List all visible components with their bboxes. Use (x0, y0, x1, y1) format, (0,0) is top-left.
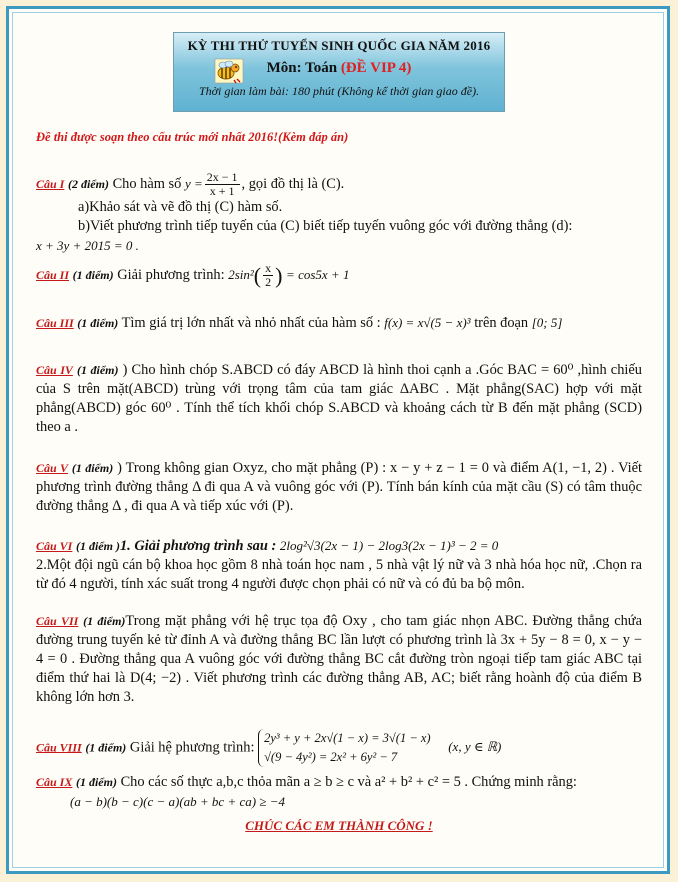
question-6: Câu VI (1 điểm )1. Giải phương trình sau : 2log²√3(2x − 1) − 2log3(2x − 1)³ − 2 = 0 2.Một đội ngũ cán bộ khoa học gồm 8 nhà toán học nam , 5 nhà vật lý nữ và 3 nhà hóa học nữ, .Chọn ra từ đó 4 người, tính xác suất trong 4 người được chọn phải có nữ và có đủ ba bộ môn. (36, 538, 642, 592)
part-a: a)Khảo sát và vẽ đồ thị (C) hàm số. (78, 199, 283, 215)
closing-message: CHÚC CÁC EM THÀNH CÔNG ! (245, 818, 433, 833)
exam-title: KỲ THI THỬ TUYỂN SINH QUỐC GIA NĂM 2016 (187, 38, 491, 53)
question-7: Câu VII (1 điểm)Trong mặt phẳng với hệ trục tọa độ Oxy , cho tam giác nhọn ABC. Đường thẳng chứa đường trung tuyến kẻ từ đỉnh A và đường thẳng BC lần lượt có phương trình là 3x + 5y − 8 = 0, x − y − 4 = 0 . Đường thẳng qua A vuông góc với đường thẳng BC cắt đường tròn ngoại tiếp tam giác ABC tại điểm thứ hai là D(4; −2) . Viết phương trình các đường thẳng AB, AC; biết rằng hoành độ của điểm B không lớn hơn 3. (36, 613, 642, 705)
question-label: Câu I (36, 176, 65, 191)
bee-mascot-icon (214, 58, 244, 84)
question-5: Câu V (1 điểm) ) Trong không gian Oxyz, cho mặt phẳng (P) : x − y + z − 1 = 0 và điểm A(1, −1, 2) . Viết phương trình đường thẳng Δ đi qua A và vuông góc với (P). Tính bán kính của mặt cầu (S) có tâm thuộc đường thẳng Δ , đi qua A và tiếp xúc với (P). (36, 460, 642, 514)
question-3: Câu III (1 điểm) Tìm giá trị lớn nhất và nhỏ nhất của hàm số : f(x) = x√(5 − x)³ trên đoạn [0; 5] (36, 315, 563, 331)
line-equation: x + 3y + 2015 = 0 . (36, 238, 139, 253)
exam-document (36, 32, 642, 834)
function-fraction: $\frac{2x - 1}{x + 1}$ (206, 170, 238, 198)
intro-note: Đề thi được soạn theo cấu trúc mới nhất 2016!(Kèm đáp án) (36, 130, 349, 144)
question-1: Câu I (2 điểm) Cho hàm số y = $\frac{2x - 1}{x + 1}$ , gọi đồ thị là (C). a)Khảo sát và vẽ đồ thị (C) hàm số. b)Viết phương trình tiếp tuyến của (C) biết tiếp tuyến vuông góc với đường thẳng (d): x + 3y + 2015 = 0 . (36, 171, 642, 256)
exam-time: Thời gian làm bài: 180 phút (Không kể thời gian giao đề). (198, 84, 480, 98)
question-2: Câu II (1 điểm) Giải phương trình: 2sin²( $\frac{x}{2}$ ) = cos5x + 1 (36, 261, 350, 289)
question-points: (2 điểm) (67, 176, 109, 191)
vip-tag: (ĐỀ VIP 4) (340, 60, 412, 76)
exam-header (173, 32, 505, 112)
equation-system: 2y³ + y + 2x√(1 − x) = 3√(1 − x) √(9 − 4y²) = 2x² + 6y² − 7 (258, 729, 431, 767)
question-8: Câu VIII (1 điểm) Giải hệ phương trình: 2y³ + y + 2x√(1 − x) = 3√(1 − x) √(9 − 4y²) = 2x² + 6y² − 7 (x, y ∈ ℝ) (36, 729, 642, 767)
inequality: (a − b)(b − c)(c − a)(ab + bc + ca) ≥ −4 (70, 794, 285, 809)
question-4: Câu IV (1 điểm) ) Cho hình chóp S.ABCD có đáy ABCD là hình thoi cạnh a .Góc BAC = 60⁰ ,hình chiếu của S trên mặt(ABCD) trùng với trọng tâm của tam giác ΔABC . Mặt phẳng(SAC) hợp với mặt phẳng(ABCD) góc 60⁰ . Tính thể tích khối chóp S.ABCD và khoảng cách từ B đến mặt phẳng (SCD) theo a . (36, 362, 642, 435)
exam-subject: Môn: Toán (ĐỀ VIP 4) (266, 60, 412, 76)
part-b: b)Viết phương trình tiếp tuyến của (C) biết tiếp tuyến vuông góc với đường thẳng (d): (78, 218, 573, 234)
question-9: Câu IX (1 điểm) Cho các số thực a,b,c thỏa mãn a ≥ b ≥ c và a² + b² + c² = 5 . Chứng minh rằng: (a − b)(b − c)(c − a)(ab + bc + ca) ≥ −4 (36, 774, 577, 809)
